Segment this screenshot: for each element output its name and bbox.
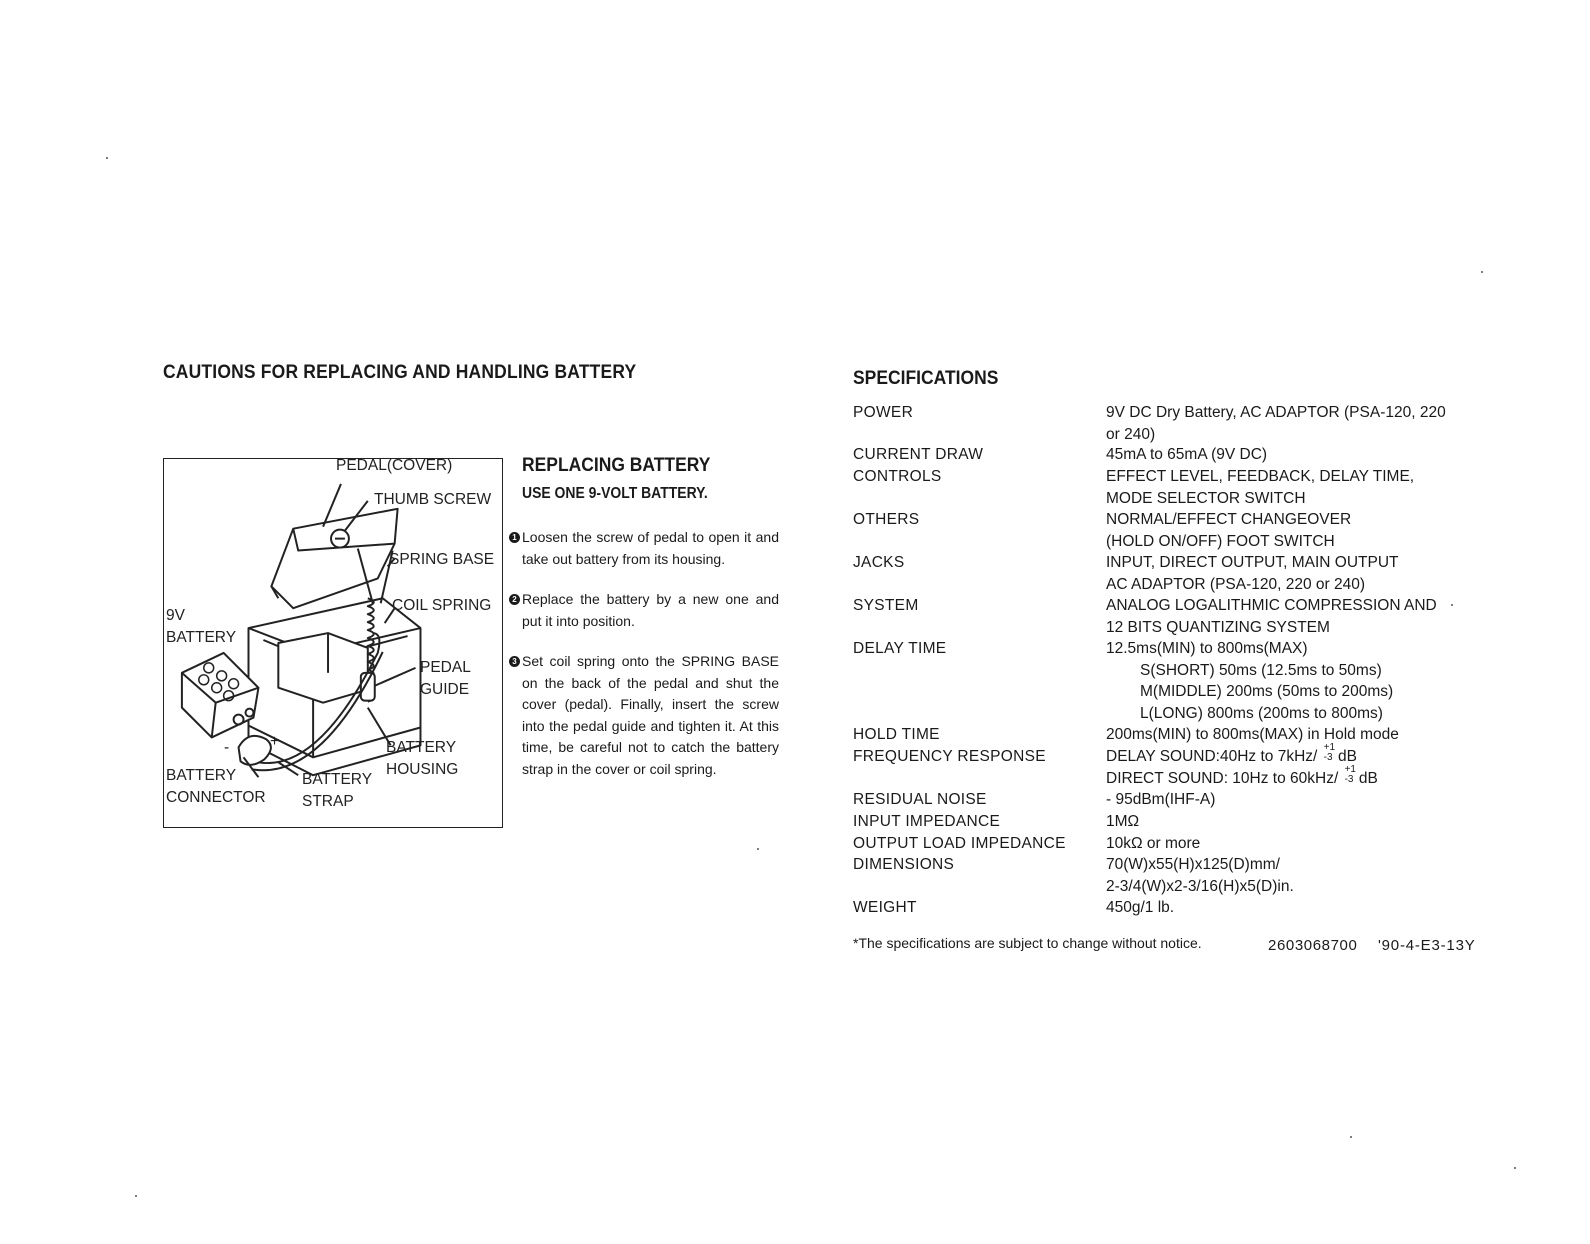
label-minus-sign: - bbox=[224, 739, 230, 756]
label-battery-strap-1: BATTERY bbox=[302, 771, 373, 788]
battery-connector-shape bbox=[239, 736, 271, 765]
label-pedal: PEDAL bbox=[420, 659, 471, 676]
spec-label-jacks: JACKS bbox=[853, 554, 905, 571]
spec-label-output-load-impedance: OUTPUT LOAD IMPEDANCE bbox=[853, 835, 1066, 852]
spec-value-controls bbox=[1106, 466, 1476, 509]
footnote: *The specifications are subject to change without notice. bbox=[853, 935, 1202, 951]
spec-label-others: OTHERS bbox=[853, 511, 920, 528]
direct-sound-text: DIRECT SOUND: 10Hz to 60kHz/ bbox=[1106, 769, 1339, 787]
spec-value-delay-time bbox=[1106, 638, 1476, 724]
spec-value-hold-time: 200ms(MIN) to 800ms(MAX) in Hold mode bbox=[1106, 726, 1399, 743]
label-pedal-cover: PEDAL(COVER) bbox=[336, 457, 453, 474]
spec-value-weight: 450g/1 lb. bbox=[1106, 899, 1175, 916]
scan-speck bbox=[135, 1195, 137, 1197]
direct-tol-minus: -3 bbox=[1344, 773, 1354, 785]
direct-tol-plus: +1 bbox=[1344, 763, 1356, 775]
spec-value-system-1: ANALOG LOGALITHMIC COMPRESSION AND bbox=[1106, 597, 1437, 614]
spec-value-others-2: (HOLD ON/OFF) FOOT SWITCH bbox=[1106, 532, 1335, 550]
label-battery-housing-2: HOUSING bbox=[386, 761, 459, 778]
spec-value-system bbox=[1106, 595, 1476, 638]
spec-value-jacks-2: AC ADAPTOR (PSA-120, 220 or 240) bbox=[1106, 575, 1366, 593]
label-9v: 9V bbox=[166, 607, 185, 624]
scan-speck bbox=[757, 848, 759, 850]
replacing-steps bbox=[509, 527, 779, 799]
spec-label-frequency-response: FREQUENCY RESPONSE bbox=[853, 748, 1046, 765]
label-battery-strap-2: STRAP bbox=[302, 793, 354, 810]
replacing-battery-title: REPLACING BATTERY bbox=[522, 455, 711, 476]
spec-value-current-draw: 45mA to 65mA (9V DC) bbox=[1106, 446, 1268, 463]
label-thumb-screw: THUMB SCREW bbox=[374, 491, 492, 508]
spec-value-frequency-response bbox=[1106, 742, 1476, 789]
spec-label-delay-time: DELAY TIME bbox=[853, 640, 947, 657]
label-battery-connector-2: CONNECTOR bbox=[166, 789, 266, 806]
spec-value-dimensions-2: 2-3/4(W)x2-3/16(H)x5(D)in. bbox=[1106, 877, 1294, 895]
pedal-guide-shape bbox=[361, 673, 375, 701]
spec-value-power-1: 9V DC Dry Battery, AC ADAPTOR (PSA-120, 220 bbox=[1106, 404, 1446, 421]
scan-speck bbox=[106, 157, 108, 159]
delay-tol-plus: +1 bbox=[1323, 742, 1336, 753]
step-2-text: Replace the battery by a new one and put it into position. bbox=[522, 591, 779, 629]
label-coil-spring: COIL SPRING bbox=[392, 597, 492, 614]
spec-label-dimensions: DIMENSIONS bbox=[853, 856, 955, 873]
spec-value-jacks bbox=[1106, 552, 1476, 595]
step-1-text: Loosen the screw of pedal to open it and take out battery from its housing. bbox=[522, 529, 779, 567]
pedal-cover-shape bbox=[271, 509, 397, 608]
spec-value-delay-time-1: 12.5ms(MIN) to 800ms(MAX) bbox=[1106, 640, 1308, 657]
cautions-title: CAUTIONS FOR REPLACING AND HANDLING BATTERY bbox=[163, 362, 637, 383]
step-2-number: 2 bbox=[509, 594, 520, 605]
spec-label-system: SYSTEM bbox=[853, 597, 919, 614]
spec-value-delay-time-4: L(LONG) 800ms (200ms to 800ms) bbox=[1140, 704, 1383, 722]
scan-speck bbox=[1451, 604, 1453, 606]
spec-label-weight: WEIGHT bbox=[853, 899, 917, 916]
spec-label-current-draw: CURRENT DRAW bbox=[853, 446, 984, 463]
spec-value-power bbox=[1106, 402, 1476, 445]
spec-value-frequency-response-2 bbox=[1106, 763, 1476, 790]
label-plus-sign: + bbox=[270, 733, 280, 750]
spec-value-frequency-response-1 bbox=[1106, 742, 1476, 768]
delay-sound-text: DELAY SOUND:40Hz to 7kHz/ bbox=[1106, 748, 1318, 765]
spec-label-hold-time: HOLD TIME bbox=[853, 726, 940, 743]
replacing-battery-subtitle: USE ONE 9-VOLT BATTERY. bbox=[522, 485, 708, 502]
label-spring-base: SPRING BASE bbox=[389, 551, 495, 568]
spec-value-controls-1: EFFECT LEVEL, FEEDBACK, DELAY TIME, bbox=[1106, 468, 1415, 485]
specifications-title: SPECIFICATIONS bbox=[853, 368, 999, 389]
delay-sound-tolerance bbox=[1322, 742, 1336, 763]
step-3 bbox=[509, 651, 779, 780]
spec-value-system-2: 12 BITS QUANTIZING SYSTEM bbox=[1106, 618, 1330, 636]
spec-value-others bbox=[1106, 509, 1476, 552]
delay-sound-unit: dB bbox=[1337, 748, 1357, 765]
direct-sound-tolerance bbox=[1343, 763, 1356, 785]
spec-value-controls-2: MODE SELECTOR SWITCH bbox=[1106, 489, 1306, 507]
spec-label-input-impedance: INPUT IMPEDANCE bbox=[853, 813, 1001, 830]
scan-speck bbox=[1514, 1167, 1516, 1169]
spec-value-jacks-1: INPUT, DIRECT OUTPUT, MAIN OUTPUT bbox=[1106, 554, 1399, 571]
spec-label-residual-noise: RESIDUAL NOISE bbox=[853, 791, 987, 808]
delay-tol-minus: -3 bbox=[1323, 752, 1333, 763]
spec-value-output-load-impedance: 10kΩ or more bbox=[1106, 835, 1201, 852]
spec-label-power: POWER bbox=[853, 404, 914, 421]
spec-value-delay-time-2: S(SHORT) 50ms (12.5ms to 50ms) bbox=[1140, 661, 1382, 679]
scan-speck bbox=[1481, 271, 1483, 273]
step-3-number: 3 bbox=[509, 656, 520, 667]
label-guide: GUIDE bbox=[420, 681, 470, 698]
step-1-number: 1 bbox=[509, 532, 520, 543]
print-code: '90-4-E3-13Y bbox=[1378, 937, 1476, 954]
battery-replacement-illustration bbox=[163, 458, 503, 828]
spec-value-delay-time-3: M(MIDDLE) 200ms (50ms to 200ms) bbox=[1140, 683, 1394, 700]
spec-label-controls: CONTROLS bbox=[853, 468, 942, 485]
spec-value-others-1: NORMAL/EFFECT CHANGEOVER bbox=[1106, 511, 1352, 528]
step-2 bbox=[509, 589, 779, 632]
label-battery-housing-1: BATTERY bbox=[386, 739, 457, 756]
spec-value-dimensions bbox=[1106, 854, 1476, 897]
battery-9v-shape bbox=[182, 653, 259, 738]
step-1 bbox=[509, 527, 779, 570]
direct-sound-unit: dB bbox=[1358, 769, 1378, 787]
label-battery: BATTERY bbox=[166, 629, 237, 646]
spec-value-dimensions-1: 70(W)x55(H)x125(D)mm/ bbox=[1106, 856, 1280, 873]
label-battery-connector-1: BATTERY bbox=[166, 767, 237, 784]
spec-value-residual-noise: - 95dBm(IHF-A) bbox=[1106, 791, 1216, 808]
part-number: 2603068700 bbox=[1268, 937, 1358, 954]
scan-speck bbox=[1350, 1136, 1352, 1138]
step-3-text: Set coil spring onto the SPRING BASE on the back of the pedal and shut the cover (pedal). Finally, insert the screw into the pedal guide and tighten it. At this time, be careful not to catch the battery strap in the cover or coil spring. bbox=[522, 653, 779, 777]
spec-value-power-2: or 240) bbox=[1106, 425, 1156, 443]
spec-value-input-impedance: 1MΩ bbox=[1106, 813, 1140, 830]
